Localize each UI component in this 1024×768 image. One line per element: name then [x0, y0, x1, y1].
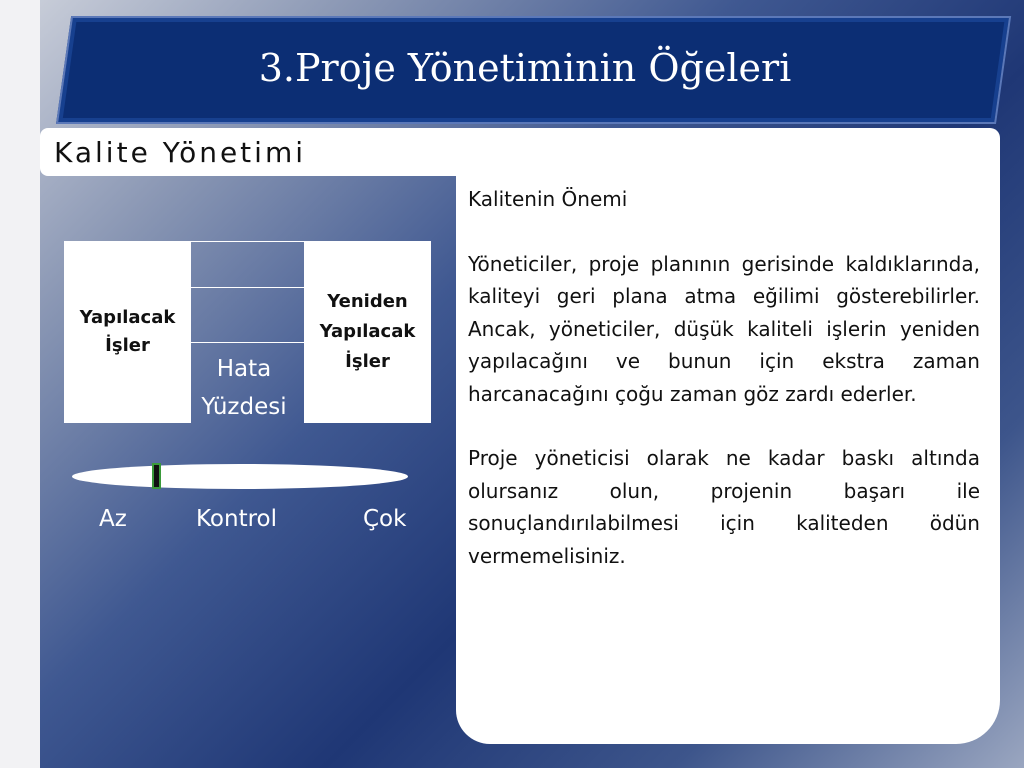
- error-rate-label: [191, 350, 297, 426]
- work-to-do-line1: Yapılacak: [79, 307, 176, 328]
- scale-mid-label: Kontrol: [196, 506, 278, 532]
- scale-low-label: Az: [99, 506, 127, 532]
- rework-line2: Yapılacak: [319, 321, 416, 342]
- middle-cell-frame: [191, 241, 304, 343]
- work-to-do-line2: İşler: [105, 335, 150, 356]
- error-rate-line2: Yüzdesi: [201, 394, 287, 420]
- rework-line3: İşler: [345, 351, 390, 372]
- slide-title: 3.Proje Yönetiminin Öğeleri: [258, 46, 792, 90]
- scale-high-label: Çok: [363, 506, 407, 532]
- section-subtitle: Kalite Yönetimi: [54, 136, 306, 169]
- control-scale-handle: [152, 463, 161, 489]
- body-paragraph-2: Proje yöneticisi olarak ne kadar baskı altında olursanız olun, projenin başarı ile sonuçlandırılabilmesi için kaliteden ödün vermemelisiniz.: [468, 446, 980, 568]
- work-to-do-box: [64, 241, 191, 423]
- body-heading: Kalitenin Önemi: [468, 187, 628, 211]
- control-scale-track: [72, 464, 408, 489]
- rework-line1: Yeniden: [327, 291, 408, 312]
- middle-divider: [191, 287, 304, 288]
- left-margin: [0, 0, 40, 768]
- body-text: [468, 183, 980, 604]
- rework-box: [304, 241, 431, 423]
- body-paragraph-1: Yöneticiler, proje planının gerisinde kaldıklarında, kaliteyi geri plana atma eğilimi gösterebilirler. Ancak, yöneticiler, düşük kaliteli işlerin yeniden yapılacağını ve bunun için ekstra zaman harcanacağını çoğu zaman göz zardı ederler.: [468, 251, 980, 406]
- error-rate-line1: Hata: [216, 356, 272, 382]
